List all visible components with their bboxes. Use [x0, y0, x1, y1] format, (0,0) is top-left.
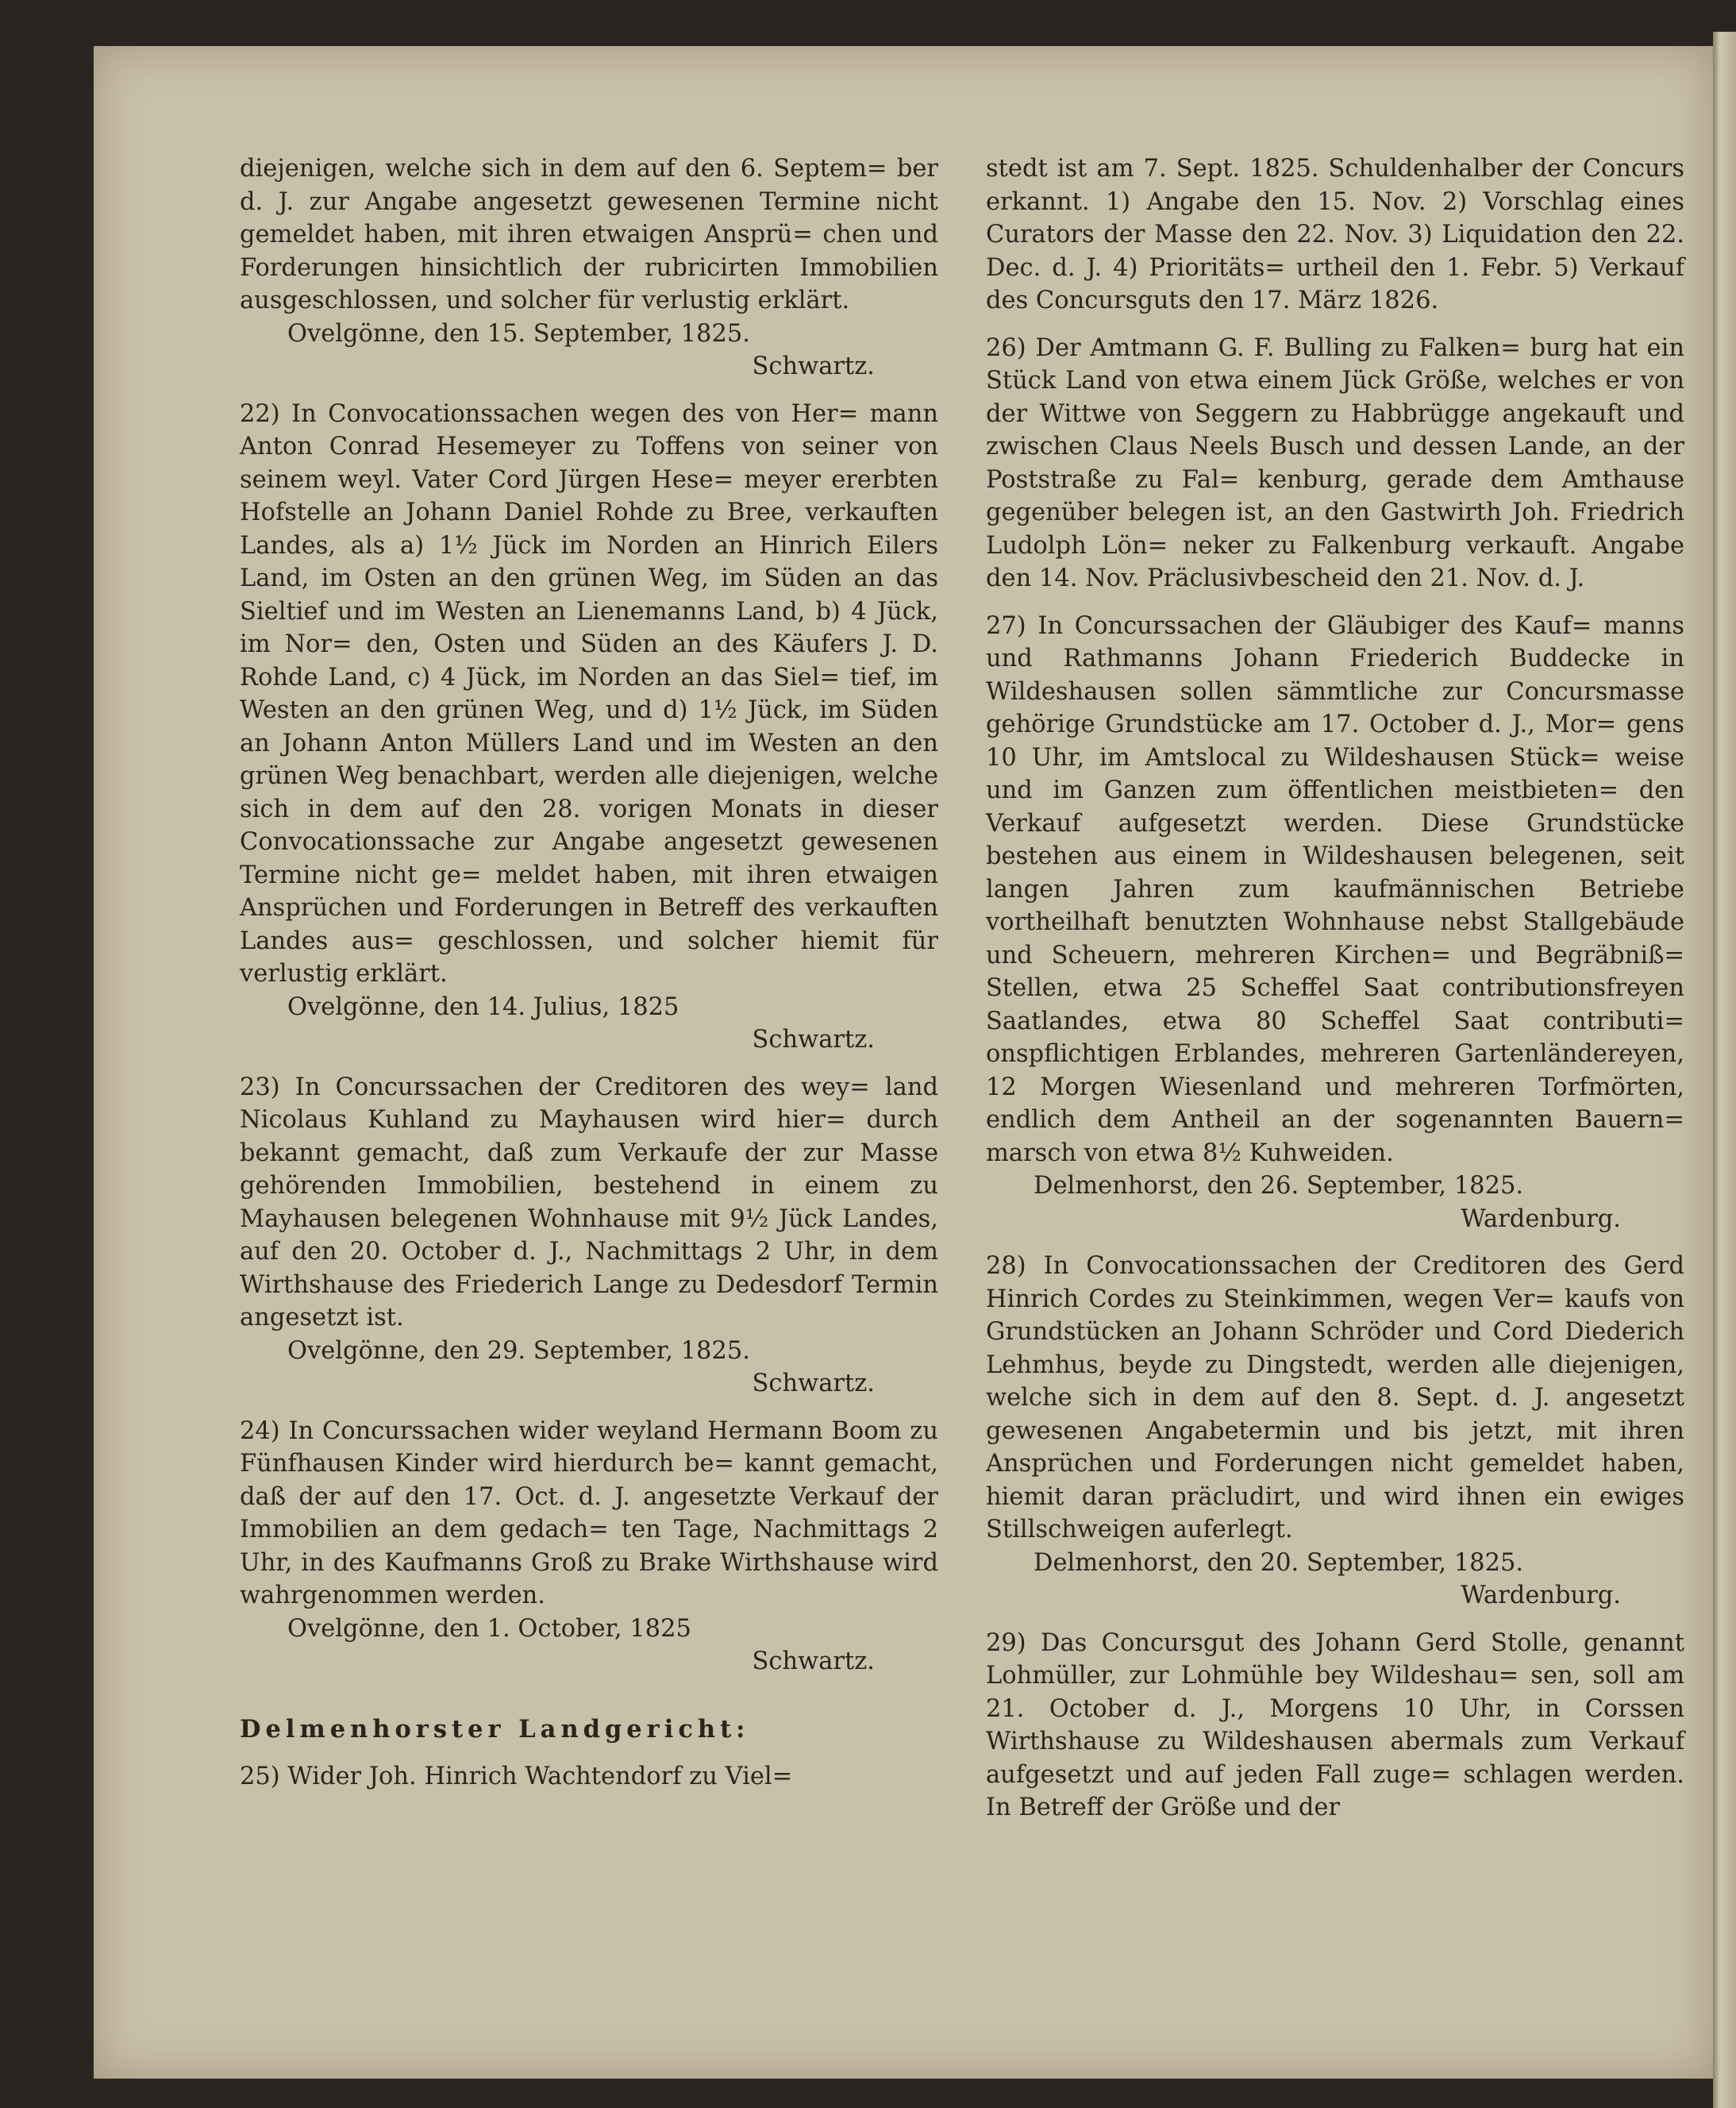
notice-22-place-date: Ovelgönne, den 14. Julius, 1825 [287, 992, 679, 1021]
notice-29: 29) Das Concursgut des Johann Gerd Stolle, genannt Lohmüller, zur Lohmühle bey Wildeshau= sen, soll am 21. October d. J., Morgens 10 Uhr, in Corssen Wirthshause zu Wildeshausen abermals zum Verkauf aufgesetzt und auf jeden Fall zuge= schlagen werden. In Betreff der Größe und der [986, 1628, 1684, 1821]
notice-25-start: 25) Wider Joh. Hinrich Wachtendorf zu Viel= [240, 1763, 793, 1790]
notice-27-place-date: Delmenhorst, den 26. September, 1825. [1034, 1172, 1524, 1200]
notice-27: 27) In Concurssachen der Gläubiger des Kauf= manns und Rathmanns Johann Friederich Buddecke in Wildeshausen sollen sämmtliche zur Concursmasse gehörige Grundstücke am 17. October d. J., Mor= gens 10 Uhr, im Amtslocal zu Wildeshausen Stück= weise und im Ganzen zum öffentlichen meistbieten= den Verkauf aufgesetzt werden. Diese Grundstücke bestehen aus einem in Wildeshausen belegenen, seit langen Jahren zum kaufmännischen Betriebe vortheilhaft benutzten Wohnhause nebst Stallgebäude und Scheuern, mehreren Kirchen= und Begräbniß= Stellen, etwa 25 Scheffel Saat contributionsfreyen Saatlandes, etwa 80 Scheffel Saat contributi= onspflichtigen Erblandes, mehreren Gartenländereyen, 12 Morgen Wiesenland und mehreren Torfmörten, endlich dem Antheil an der sogenannten Bauern= marsch von etwa 8½ Kuhweiden. [986, 611, 1684, 1167]
notice-28-place-date: Delmenhorst, den 20. September, 1825. [1034, 1548, 1524, 1577]
notice-21-signature: Schwartz. [752, 353, 875, 380]
right-column [986, 152, 1684, 1825]
notice-21-continuation: diejenigen, welche sich in dem auf den 6. Septem= ber d. J. zur Angabe angesetzt gewesenen Termine nicht gemeldet haben, mit ihren etwaigen Ansprü= chen und Forderungen hinsichtlich der rubricirten Immobilien ausgeschlossen, und solcher für verlustig erklärt. [240, 155, 938, 314]
notice-24-signature: Schwartz. [752, 1647, 875, 1675]
notice-24-place-date: Ovelgönne, den 1. October, 1825 [287, 1614, 691, 1643]
left-column [240, 152, 938, 1794]
notice-22: 22) In Convocationssachen wegen des von Her= mann Anton Conrad Hesemeyer zu Toffens von seiner von seinem weyl. Vater Cord Jürgen Hese= meyer ererbten Hofstelle an Johann Daniel Rohde zu Bree, verkauften Landes, als a) 1½ Jück im Norden an Hinrich Eilers Land, im Osten an den grünen Weg, im Süden an das Sieltief und im Westen an Lienemanns Land, b) 4 Jück, im Nor= den, Osten und Süden an des Käufers J. D. Rohde Land, c) 4 Jück, im Norden an das Siel= tief, im Westen an den grünen Weg, und d) 1½ Jück, im Süden an Johann Anton Müllers Land und im Westen an den grünen Weg benachbart, werden alle diejenigen, welche sich in dem auf den 28. vorigen Monats in dieser Convocationssache zur Angabe angesetzt gewesenen Termine nicht ge= meldet haben, mit ihren etwaigen Ansprüchen und Forderungen in Betreff des verkauften Landes aus= geschlossen, und solcher hiemit für verlustig erklärt. [240, 399, 938, 988]
notice-23-place-date: Ovelgönne, den 29. September, 1825. [287, 1336, 750, 1365]
notice-28: 28) In Convocationssachen der Creditoren des Gerd Hinrich Cordes zu Steinkimmen, wegen Ver= kaufs von Grundstücken an Johann Schröder und Cord Diederich Lehmhus, beyde zu Dingstedt, werden alle diejenigen, welche sich in dem auf den 8. Sept. d. J. angesetzt gewesenen Angabetermin und bis jetzt, mit ihren Ansprüchen und Forderungen nicht gemeldet haben, hiemit daran präcludirt, und wird ihnen ein ewiges Stillschweigen auferlegt. [986, 1252, 1684, 1543]
book-page-edge [1713, 32, 1736, 2108]
notice-24: 24) In Concurssachen wider weyland Hermann Boom zu Fünfhausen Kinder wird hierdurch be= kannt gemacht, daß der auf den 17. Oct. d. J. angesetzte Verkauf der Immobilien an dem gedach= ten Tage, Nachmittags 2 Uhr, in des Kaufmanns Groß zu Brake Wirthshause wird wahrgenommen werden. [240, 1416, 938, 1609]
notice-27-signature: Wardenburg. [1461, 1204, 1621, 1233]
notice-21-place-date: Ovelgönne, den 15. September, 1825. [287, 319, 750, 348]
notice-26: 26) Der Amtmann G. F. Bulling zu Falken= burg hat ein Stück Land von etwa einem Jück Größe, welches er von der Wittwe von Seggern zu Habbrügge angekauft und zwischen Claus Neels Busch und dessen Lande, an der Poststraße zu Fal= kenburg, gerade dem Amthause gegenüber belegen ist, an den Gastwirth Joh. Friedrich Ludolph Lön= neker zu Falkenburg verkauft. Angabe den 14. Nov. Präclusivbescheid den 21. Nov. d. J. [986, 333, 1684, 592]
notice-28-signature: Wardenburg. [1461, 1582, 1621, 1609]
notice-23-signature: Schwartz. [752, 1370, 875, 1397]
scan-background [0, 0, 1736, 46]
notice-22-signature: Schwartz. [752, 1026, 875, 1054]
court-heading: Delmenhorster Landgericht: [240, 1714, 750, 1744]
notice-23: 23) In Concurssachen der Creditoren des wey= land Nicolaus Kuhland zu Mayhausen wird hier= durch bekannt gemacht, daß zum Verkaufe der zur Masse gehörenden Immobilien, bestehend in einem zu Mayhausen belegenen Wohnhause mit 9½ Jück Landes, auf den 20. October d. J., Nachmittags 2 Uhr, in dem Wirthshause des Friederich Lange zu Dedesdorf Termin angesetzt ist. [240, 1073, 938, 1331]
notice-25-continuation: stedt ist am 7. Sept. 1825. Schuldenhalber der Concurs erkannt. 1) Angabe den 15. Nov. 2) Vorschlag eines Curators der Masse den 22. Nov. 3) Liquidation den 22. Dec. d. J. 4) Prioritäts= urtheil den 1. Febr. 5) Verkauf des Concursguts den 17. März 1826. [986, 155, 1684, 314]
